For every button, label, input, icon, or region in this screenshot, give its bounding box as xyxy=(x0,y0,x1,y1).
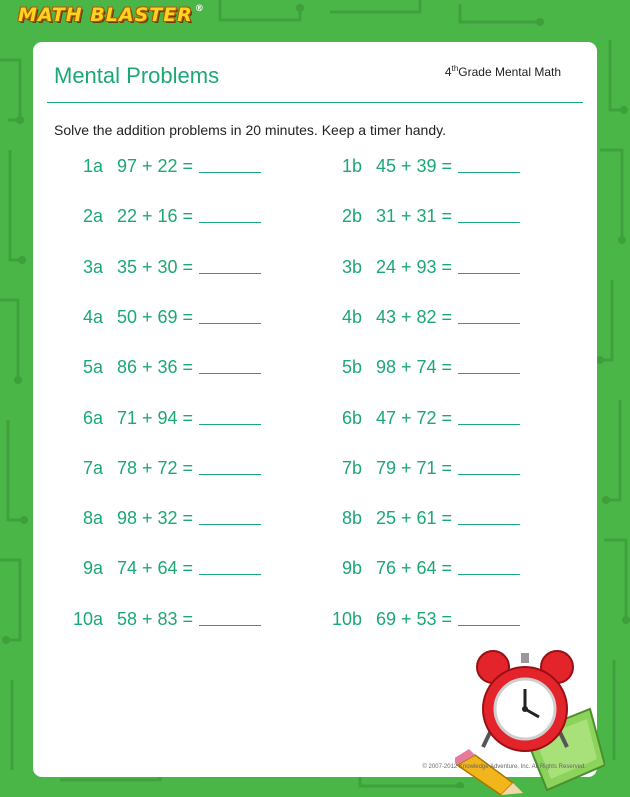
problem-number: 9b xyxy=(341,558,362,579)
problem-expression: 78 + 72 = xyxy=(117,457,194,478)
problem-number: 2b xyxy=(341,206,362,227)
answer-blank[interactable] xyxy=(458,222,520,223)
answer-blank[interactable] xyxy=(458,373,520,374)
problem-expression: 35 + 30 = xyxy=(117,256,194,277)
problem-number: 5b xyxy=(341,357,362,378)
problem-expression: 76 + 64 = xyxy=(376,558,453,579)
problem-number: 2a xyxy=(82,206,103,227)
problem-number: 10a xyxy=(72,608,103,629)
answer-blank[interactable] xyxy=(458,625,520,626)
math-blaster-logo: MATH BLASTER ® xyxy=(18,4,205,26)
problem-number: 3a xyxy=(82,256,103,277)
problem-3a xyxy=(63,257,261,278)
problem-expression: 74 + 64 = xyxy=(117,558,194,579)
answer-blank[interactable] xyxy=(458,474,520,475)
answer-blank[interactable] xyxy=(458,424,520,425)
problem-6a xyxy=(63,408,261,429)
problem-5b xyxy=(322,357,520,378)
problem-expression: 86 + 36 = xyxy=(117,357,194,378)
problem-number: 6a xyxy=(82,407,103,428)
answer-blank[interactable] xyxy=(458,172,520,173)
problem-number: 1a xyxy=(82,156,103,176)
grade-label: 4thGrade Mental Math xyxy=(444,64,561,79)
problem-8b xyxy=(322,508,520,529)
answer-blank[interactable] xyxy=(199,424,261,425)
answer-blank[interactable] xyxy=(199,574,261,575)
problem-1a xyxy=(63,156,261,177)
problem-5a xyxy=(63,357,261,378)
problem-7a xyxy=(63,458,261,479)
worksheet-page xyxy=(33,42,597,777)
answer-blank[interactable] xyxy=(199,625,261,626)
problem-7b xyxy=(322,458,520,479)
problem-number: 7a xyxy=(82,457,103,478)
copyright-footer: © 2007-2012 Knowledge Adventure, Inc. All Rights Reserved. xyxy=(422,764,586,770)
page-title: Mental Problems xyxy=(54,63,220,88)
problem-2a xyxy=(63,206,261,227)
answer-blank[interactable] xyxy=(458,273,520,274)
problem-number: 5a xyxy=(82,357,103,378)
answer-blank[interactable] xyxy=(458,323,520,324)
problem-number: 10b xyxy=(331,608,362,629)
problem-2b xyxy=(322,206,520,227)
problem-number: 6b xyxy=(341,407,362,428)
problem-number: 3b xyxy=(341,256,362,277)
answer-blank[interactable] xyxy=(199,474,261,475)
problem-expression: 69 + 53 = xyxy=(376,608,453,629)
problem-9b xyxy=(322,558,520,579)
problem-expression: 31 + 31 = xyxy=(376,206,453,227)
problem-number: 9a xyxy=(82,558,103,579)
problem-expression: 97 + 22 = xyxy=(117,156,194,176)
problem-expression: 79 + 71 = xyxy=(376,457,453,478)
problem-expression: 71 + 94 = xyxy=(117,407,194,428)
problem-9a xyxy=(63,558,261,579)
answer-blank[interactable] xyxy=(199,373,261,374)
problem-number: 4a xyxy=(82,306,103,327)
title-divider xyxy=(47,102,583,103)
answer-blank[interactable] xyxy=(458,524,520,525)
problem-number: 8a xyxy=(82,508,103,529)
problem-3b xyxy=(322,257,520,278)
problem-expression: 98 + 32 = xyxy=(117,508,194,529)
problem-expression: 45 + 39 = xyxy=(376,156,453,176)
problem-number: 4b xyxy=(341,306,362,327)
problem-expression: 50 + 69 = xyxy=(117,306,194,327)
problem-expression: 98 + 74 = xyxy=(376,357,453,378)
answer-blank[interactable] xyxy=(199,172,261,173)
problem-number: 7b xyxy=(341,457,362,478)
answer-blank[interactable] xyxy=(458,574,520,575)
problem-4a xyxy=(63,307,261,328)
answer-blank[interactable] xyxy=(199,524,261,525)
problem-expression: 58 + 83 = xyxy=(117,608,194,629)
problem-number: 1b xyxy=(341,156,362,176)
problem-expression: 25 + 61 = xyxy=(376,508,453,529)
answer-blank[interactable] xyxy=(199,323,261,324)
problem-expression: 24 + 93 = xyxy=(376,256,453,277)
problem-1b xyxy=(322,156,520,177)
problem-expression: 22 + 16 = xyxy=(117,206,194,227)
problem-expression: 47 + 72 = xyxy=(376,407,453,428)
instructions: Solve the addition problems in 20 minutes. Keep a timer handy. xyxy=(54,122,446,138)
problem-8a xyxy=(63,508,261,529)
problem-10a xyxy=(63,609,261,630)
answer-blank[interactable] xyxy=(199,222,261,223)
problem-6b xyxy=(322,408,520,429)
problem-number: 8b xyxy=(341,508,362,529)
answer-blank[interactable] xyxy=(199,273,261,274)
clock-illustration xyxy=(455,647,605,797)
problem-10b xyxy=(322,609,520,630)
problem-expression: 43 + 82 = xyxy=(376,306,453,327)
pencil-icon xyxy=(455,749,523,795)
problem-4b xyxy=(322,307,520,328)
